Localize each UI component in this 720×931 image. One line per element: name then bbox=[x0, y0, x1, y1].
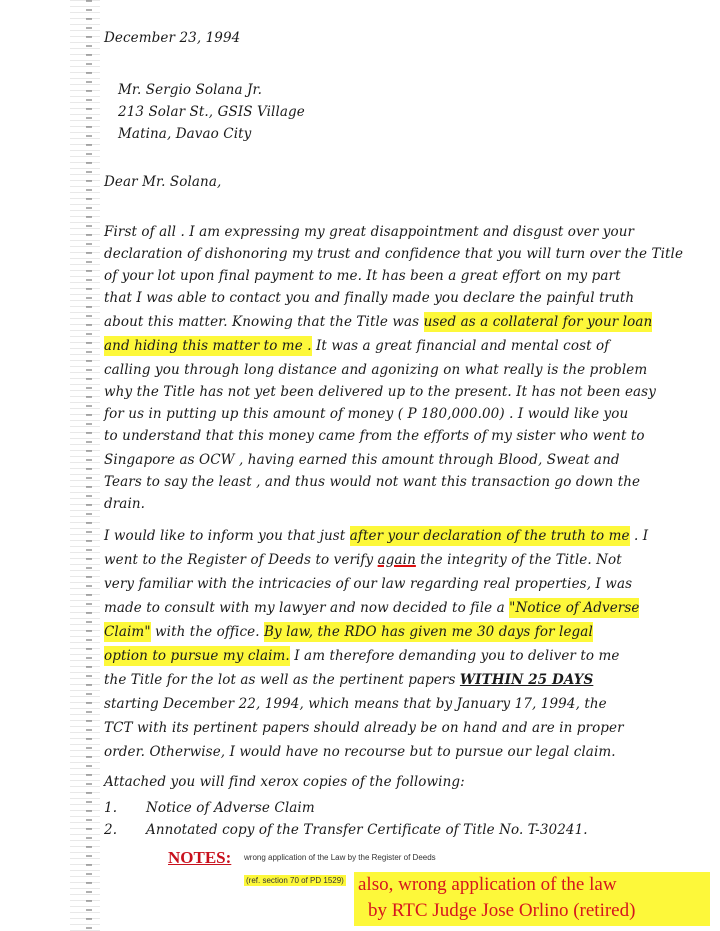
list-item: Notice of Adverse Claim bbox=[146, 800, 315, 816]
highlight: after your declaration of the truth to me bbox=[349, 528, 630, 544]
highlight: option to pursue my claim. bbox=[104, 648, 290, 664]
note-reference: (ref. section 70 of PD 1529) bbox=[246, 876, 344, 885]
p1-line: why the Title has not yet been delivered up to the present. It has not been easy bbox=[104, 384, 656, 400]
highlight: used as a collateral for your loan bbox=[423, 314, 653, 330]
highlight: By law, the RDO has given me 30 days for legal bbox=[263, 624, 593, 640]
p2-line: went to the Register of Deeds to verify again the integrity of the Title. Not bbox=[104, 552, 622, 568]
attachments-intro: Attached you will find xerox copies of the following: bbox=[104, 774, 465, 790]
highlight: and hiding this matter to me . bbox=[104, 338, 312, 354]
letter-date: December 23, 1994 bbox=[104, 30, 241, 46]
list-item: Annotated copy of the Transfer Certificate of Title No. T-30241. bbox=[146, 822, 588, 838]
salutation: Dear Mr. Solana, bbox=[104, 174, 222, 190]
annotation-line: also, wrong application of the law bbox=[358, 874, 617, 895]
highlight: "Notice of Adverse bbox=[509, 600, 640, 616]
p1-line: that I was able to contact you and finally made you declare the painful truth bbox=[104, 290, 635, 306]
annotation-line: by RTC Judge Jose Orlino (retired) bbox=[368, 900, 636, 921]
p2-line: order. Otherwise, I would have no recourse but to pursue our legal claim. bbox=[104, 744, 616, 760]
note-register-deeds: wrong application of the Law by the Register of Deeds bbox=[244, 853, 436, 862]
underlined-word: again bbox=[377, 552, 416, 568]
p1-line: drain. bbox=[104, 496, 146, 512]
p2-line: made to consult with my lawyer and now decided to file a "Notice of Adverse bbox=[104, 600, 640, 616]
p1-line: Tears to say the least , and thus would not want this transaction go down the bbox=[104, 474, 641, 490]
list-item-number: 2. bbox=[104, 822, 118, 838]
p1-line: declaration of dishonoring my trust and confidence that you will turn over the Title bbox=[104, 246, 684, 262]
p2-line: starting December 22, 1994, which means that by January 17, 1994, the bbox=[104, 696, 607, 712]
p1-line: and hiding this matter to me . It was a great financial and mental cost of bbox=[104, 338, 610, 354]
p2-line: the Title for the lot as well as the pertinent papers WITHIN 25 DAYS bbox=[104, 672, 594, 688]
recipient-name: Mr. Sergio Solana Jr. bbox=[118, 82, 262, 98]
p2-line: I would like to inform you that just after your declaration of the truth to me . I bbox=[104, 528, 649, 544]
notes-label: NOTES: bbox=[168, 848, 232, 867]
p2-line: TCT with its pertinent papers should already be on hand and are in proper bbox=[104, 720, 624, 736]
p1-line: about this matter. Knowing that the Title was used as a collateral for your loan bbox=[104, 314, 653, 330]
deadline-emphasis: WITHIN 25 DAYS bbox=[459, 672, 594, 688]
p2-line: Claim" with the office. By law, the RDO has given me 30 days for legal bbox=[104, 624, 593, 640]
scan-artifact bbox=[70, 0, 100, 931]
scan-artifact-dark bbox=[86, 0, 92, 931]
highlight: Claim" bbox=[104, 624, 151, 640]
recipient-city: Matina, Davao City bbox=[118, 126, 252, 142]
recipient-street: 213 Solar St., GSIS Village bbox=[118, 104, 305, 120]
p1-line: calling you through long distance and agonizing on what really is the problem bbox=[104, 362, 648, 378]
p1-line: First of all . I am expressing my great disappointment and disgust over your bbox=[104, 224, 635, 240]
p1-line: of your lot upon final payment to me. It has been a great effort on my part bbox=[104, 268, 621, 284]
p2-line: option to pursue my claim. I am therefore demanding you to deliver to me bbox=[104, 648, 620, 664]
p1-line: for us in putting up this amount of money ( P 180,000.00) . I would like you bbox=[104, 406, 629, 422]
p2-line: very familiar with the intricacies of our law regarding real properties, I was bbox=[104, 576, 633, 592]
list-item-number: 1. bbox=[104, 800, 118, 816]
p1-line: Singapore as OCW , having earned this amount through Blood, Sweat and bbox=[104, 452, 620, 468]
p1-line: to understand that this money came from the efforts of my sister who went to bbox=[104, 428, 645, 444]
